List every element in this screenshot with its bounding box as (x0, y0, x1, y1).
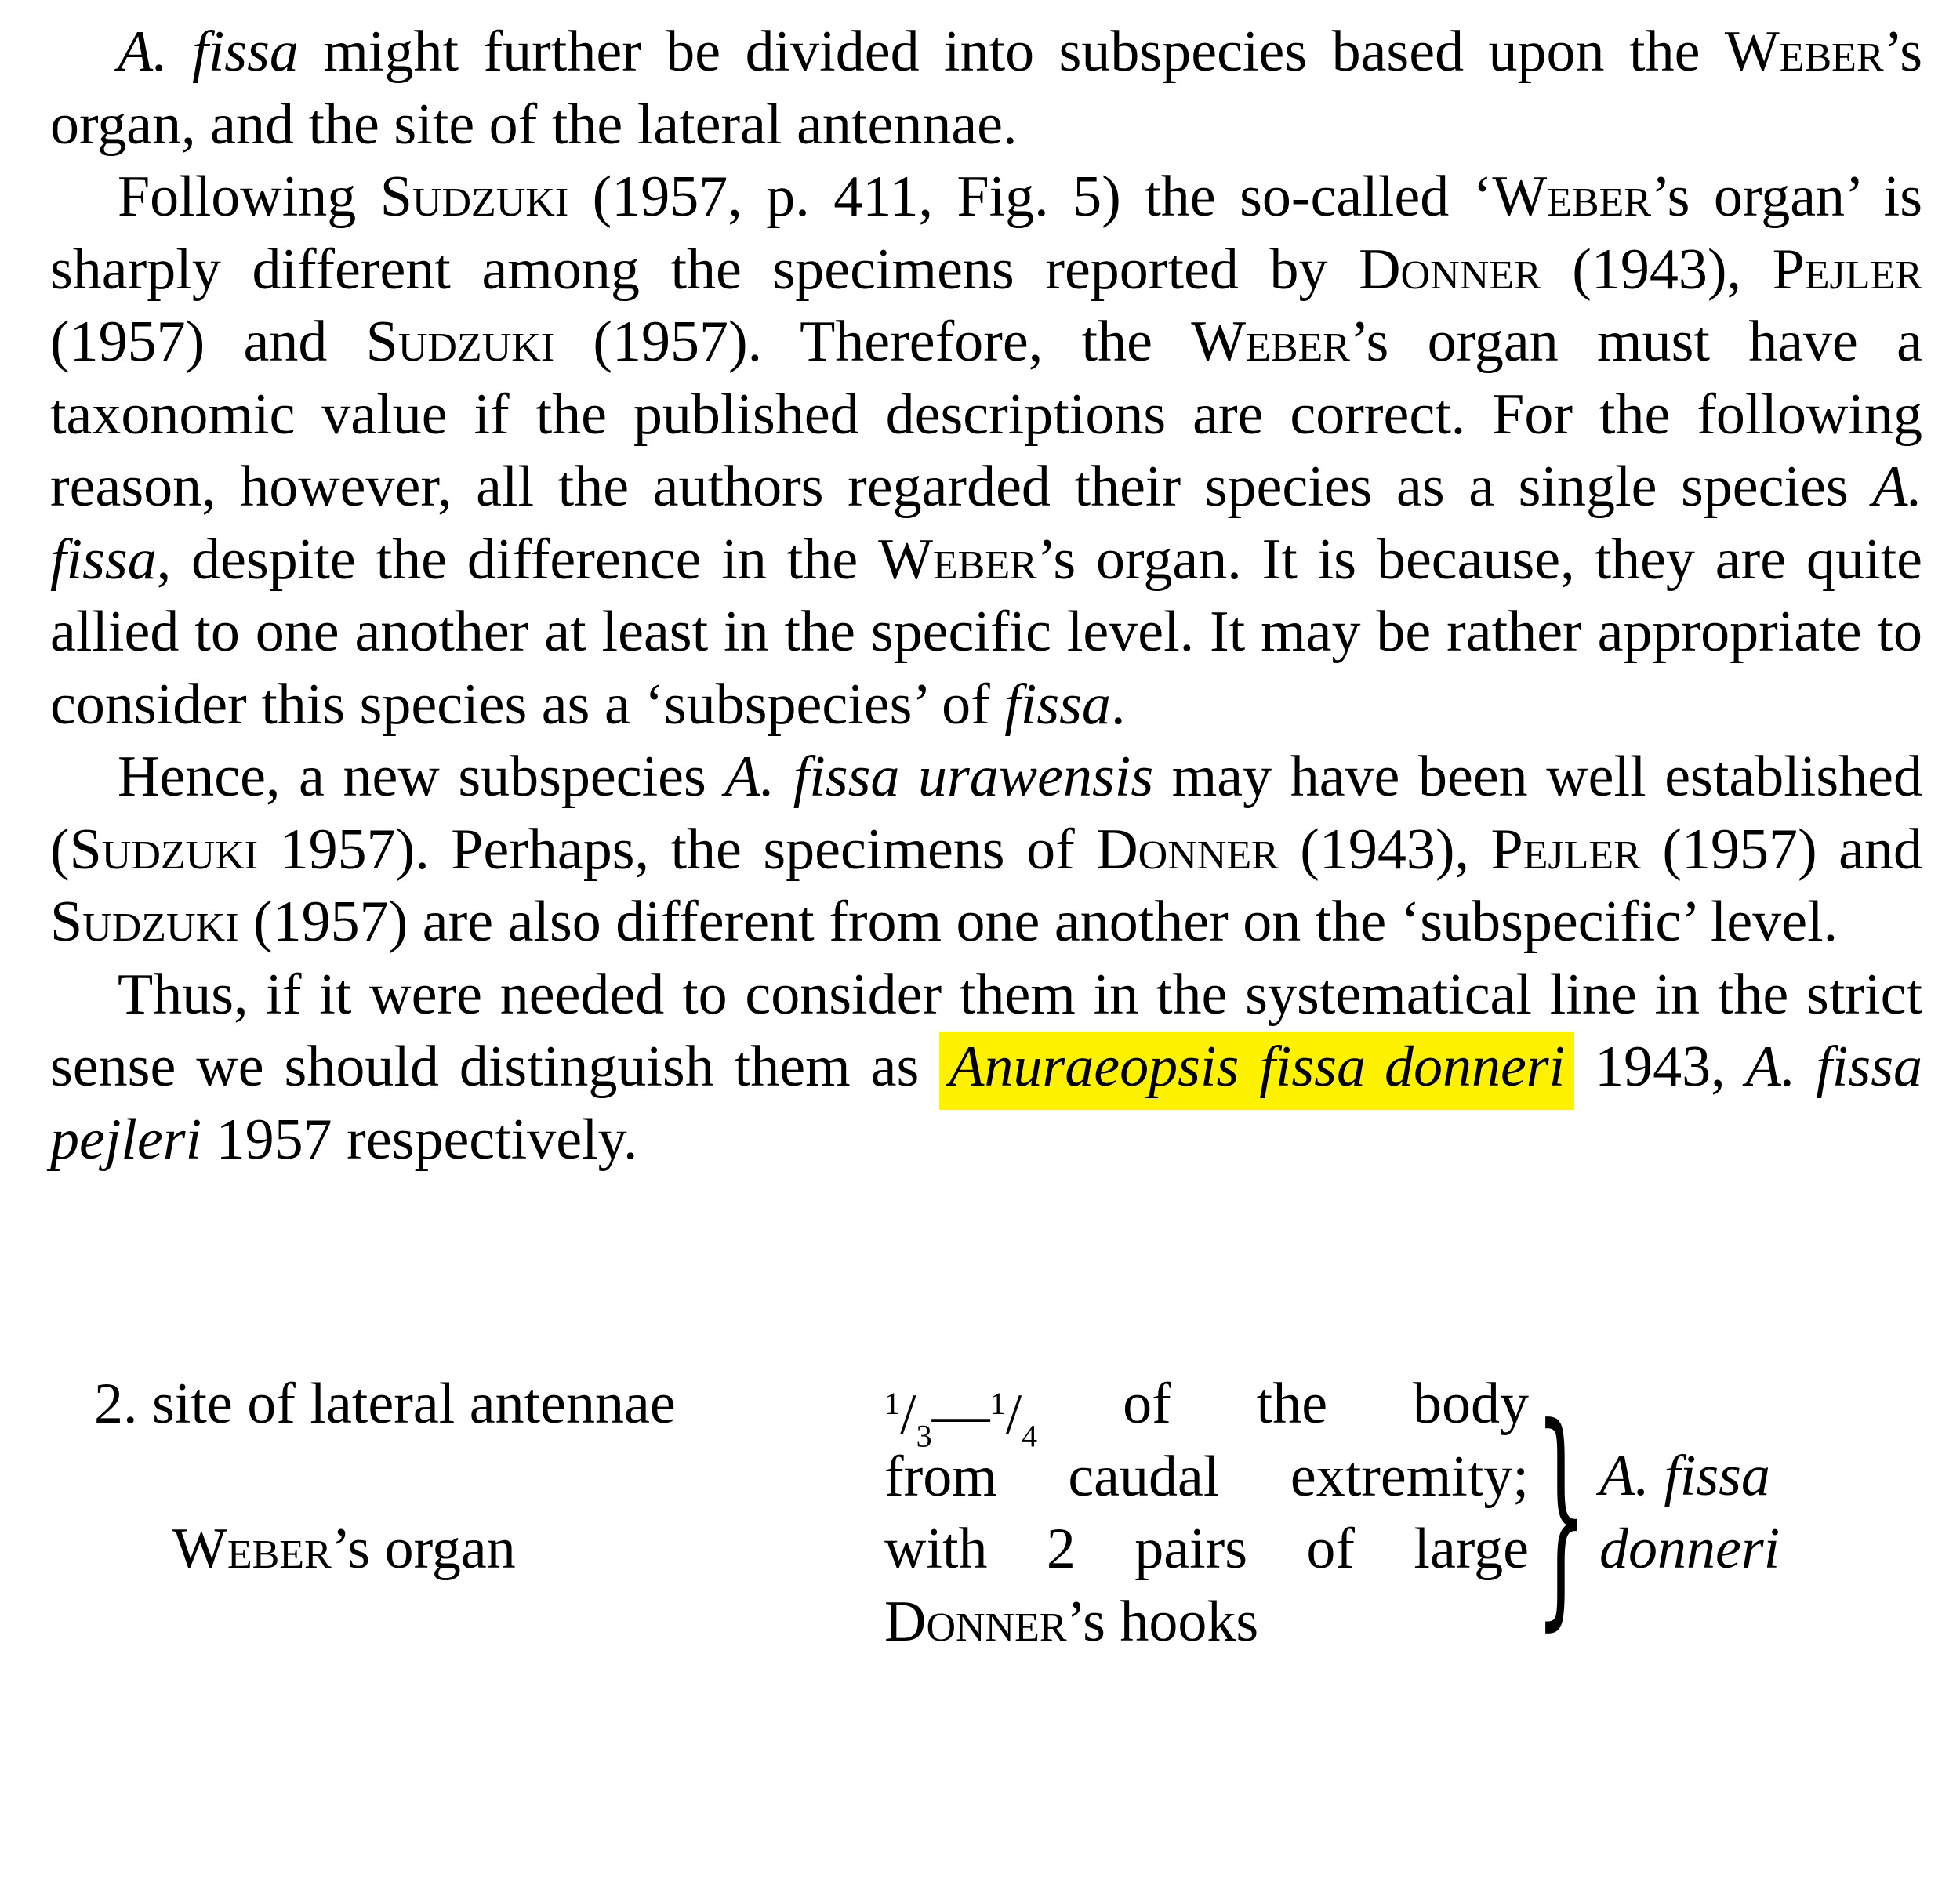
author-name: Sudzuki (365, 310, 555, 374)
author-name: Weber (1724, 20, 1884, 84)
description-line-2: from caudal extremity; (884, 1444, 1529, 1509)
description-line-4: Donner ’s hooks (884, 1589, 1259, 1654)
paragraph-4: Thus, if it were needed to consider them in the systematical line in the strict sense we should distinguish them as Anuraeopsis fissa donneri 1943, A. fissa pejleri 1957 respectively. (50, 962, 1923, 1172)
author-name: Donner (1096, 817, 1279, 882)
species-name: A. fissa (118, 20, 299, 84)
description-line-3: with 2 pairs of large (884, 1517, 1529, 1581)
character-table (0, 1368, 1960, 1681)
table-species-name: A. fissa donneri (1599, 1444, 1780, 1581)
description-line-1: $^1/_3—^1/_4$ of the body (884, 1368, 1529, 1441)
author-name: Donner (1359, 237, 1541, 302)
species-name: A. fissa (50, 455, 1922, 592)
author-name: Pejler (1490, 817, 1641, 882)
author-name: Pejler (1772, 237, 1922, 302)
highlighted-species-name: Anuraeopsis fissa (939, 1032, 1375, 1110)
author-name: Weber (1191, 310, 1350, 374)
author-name: Sudzuki (379, 165, 569, 229)
table-label-site: 2. site of lateral antennae (94, 1372, 676, 1436)
highlighted-species-epithet: donneri (1375, 1032, 1574, 1110)
species-name: fissa (1004, 672, 1111, 737)
table-description (884, 1368, 1529, 1658)
author-name: Weber (1492, 165, 1652, 229)
paragraph-2: Following Sudzuki (1957, p. 411, Fig. 5) the so-called ‘Weber’s organ’ is sharply different among the specimens reported by Donner (1943), Pejler (1957) and Sudzuki (1957). Therefore, the Weber’s organ must have a taxonomic value if the published descriptions are correct. For the following reason, however, all the authors regarded their species as a single species A. fissa, despite the difference in the Weber’s organ. It is because, they are quite allied to one another at least in the specific level. It may be rather appropriate to consider this species as a ‘subspecies’ of fissa. (50, 165, 1923, 737)
author-name: Weber (878, 527, 1037, 592)
body-text (50, 16, 1922, 1176)
author-name: Sudzuki (69, 817, 259, 882)
species-name: A. fissa urawensis (724, 745, 1154, 809)
author-name: Sudzuki (50, 890, 239, 954)
species-name: A. fissa pejleri (50, 1035, 1923, 1172)
paragraph-1: A. fissa might further be divided into subspecies based upon the Weber’s organ, and the site of the lateral antennae. (50, 20, 1922, 157)
table-label-weber: Weber’s organ (172, 1517, 516, 1581)
fraction-range: $^1/_3—^1/_4$ (884, 1383, 1038, 1454)
paragraph-3: Hence, a new subspecies A. fissa urawensis may have been well established (Sudzuki 1957). Perhaps, the specimens of Donner (1943), Pejler (1957) and Sudzuki (1957) are also different from one another on the ‘subspecific’ level. (50, 745, 1923, 954)
right-brace: } (1535, 1377, 1588, 1651)
